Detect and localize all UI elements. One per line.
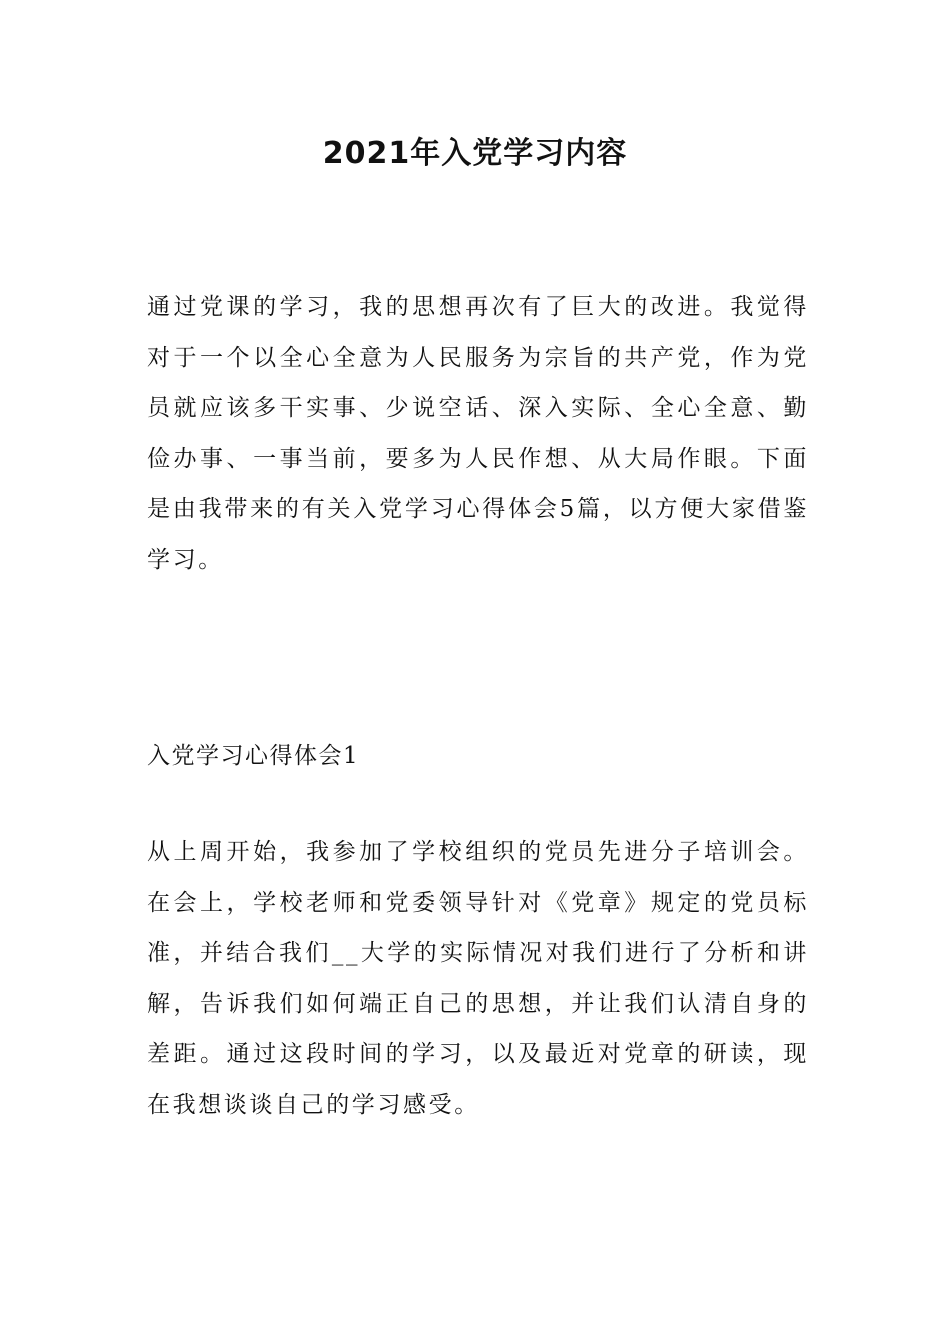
section-heading: 入党学习心得体会1 [147,743,360,769]
document-title: 2021年入党学习内容 [322,136,628,171]
section-body-paragraph: 从上周开始，我参加了学校组织的党员先进分子培训会。在会上，学校老师和党委领导针对《党章》规定的党员标准，并结合我们__大学的实际情况对我们进行了分析和讲解，告诉我们如何端正自己的思想，并让我们认清自身的差距。通过这段时间的学习，以及最近对党章的研读，现在我想谈谈自己的学习感受。 [147,839,809,1118]
intro-paragraph: 通过党课的学习，我的思想再次有了巨大的改进。我觉得对于一个以全心全意为人民服务为宗旨的共产党，作为党员就应该多干实事、少说空话、深入实际、全心全意、勤俭办事、一事当前，要多为人民作想、从大局作眼。下面是由我带来的有关入党学习心得体会5篇，以方便大家借鉴学习。 [147,294,809,573]
